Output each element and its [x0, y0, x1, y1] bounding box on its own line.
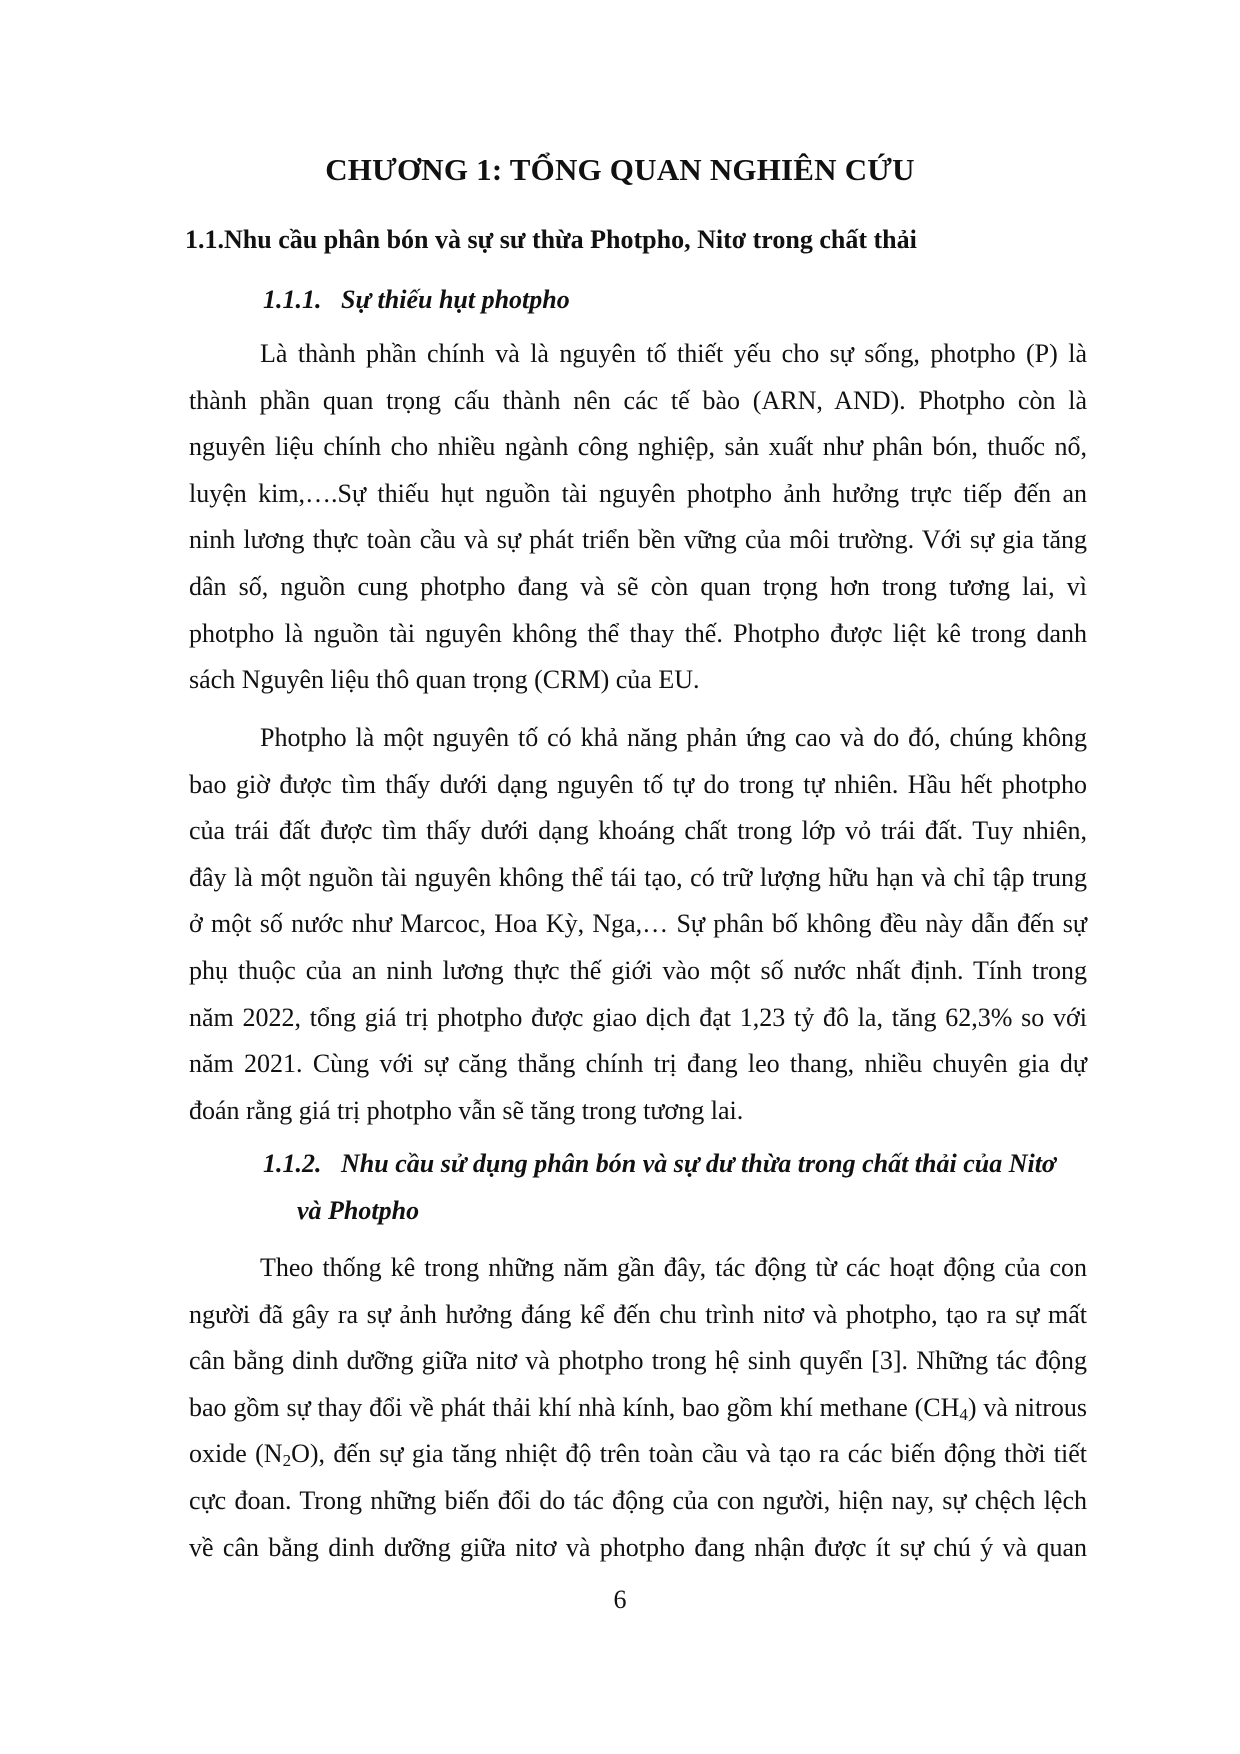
paragraph-line: dân số, nguồn cung photpho đang và sẽ còn quan trọng hơn trong tương lai, vì: [189, 571, 1087, 601]
paragraph-line: về cân bằng dinh dưỡng giữa nitơ và photpho đang nhận được ít sự chú ý và quan: [189, 1532, 1087, 1562]
paragraph-line: người đã gây ra sự ảnh hưởng đáng kể đến chu trình nitơ và photpho, tạo ra sự mất: [189, 1299, 1087, 1329]
section-heading-1-1-2: [263, 1146, 1056, 1182]
section-title: Sự thiếu hụt photpho: [341, 285, 570, 314]
section-number: 1.1.2.: [263, 1149, 322, 1178]
section-title-line-1: Nhu cầu sử dụng phân bón và sự dư thừa trong chất thải của Nitơ: [341, 1149, 1056, 1178]
paragraph-line: cực đoan. Trong những biến đổi do tác động của con người, hiện nay, sự chệch lệch: [189, 1485, 1087, 1515]
paragraph-line: ở một số nước như Marcoc, Hoa Kỳ, Nga,… Sự phân bố không đều này dẫn đến sự: [189, 909, 1087, 939]
paragraph-line: năm 2022, tổng giá trị photpho được giao dịch đạt 1,23 tỷ đô la, tăng 62,3% so với: [189, 1002, 1087, 1032]
paragraph-line: luyện kim,….Sự thiếu hụt nguồn tài nguyên photpho ảnh hưởng trực tiếp đến an: [189, 478, 1087, 508]
paragraph-line: Là thành phần chính và là nguyên tố thiết yếu cho sự sống, photpho (P) là: [260, 339, 1087, 368]
paragraph-line: bao giờ được tìm thấy dưới dạng nguyên tố tự do trong tự nhiên. Hầu hết photpho: [189, 769, 1087, 799]
paragraph-line: oxide $(N_2O)$, đến sự gia tăng nhiệt độ trên toàn cầu và tạo ra các biến động thời tiết: [189, 1439, 1087, 1471]
paragraph-fertilizer-demand: [189, 1245, 1087, 1571]
paragraph-line: photpho là nguồn tài nguyên không thể thay thế. Photpho được liệt kê trong danh: [189, 618, 1087, 648]
paragraph-line: phụ thuộc của an ninh lương thực thế giới vào một số nước nhất định. Tính trong: [189, 955, 1087, 985]
paragraph-line: Photpho là một nguyên tố có khả năng phản ứng cao và do đó, chúng không: [260, 723, 1087, 752]
paragraph-line: thành phần quan trọng cấu thành nên các tế bào (ARN, AND). Photpho còn là: [189, 385, 1087, 415]
paragraph-line: sách Nguyên liệu thô quan trọng (CRM) của EU.: [189, 665, 700, 695]
section-heading-1-1-2-continuation: [297, 1193, 419, 1229]
chapter-title: CHƯƠNG 1: TỔNG QUAN NGHIÊN CỨU: [325, 152, 915, 187]
section-heading-1-1: 1.1.Nhu cầu phân bón và sự sư thừa Photpho, Nitơ trong chất thải: [185, 225, 917, 254]
paragraph-line: Theo thống kê trong những năm gần đây, tác động từ các hoạt động của con: [260, 1253, 1087, 1282]
page-number: 6: [613, 1585, 627, 1614]
paragraph-line: năm 2021. Cùng với sự căng thẳng chính trị đang leo thang, nhiều chuyên gia dự: [189, 1049, 1087, 1079]
paragraph-line: của trái đất được tìm thấy dưới dạng khoáng chất trong lớp vỏ trái đất. Tuy nhiên,: [189, 816, 1087, 846]
paragraph-line: ninh lương thực toàn cầu và sự phát triển bền vững của môi trường. Với sự gia tăng: [189, 525, 1087, 555]
section-heading-1-1-1: [263, 282, 570, 318]
paragraph-line: bao gồm sự thay đổi về phát thải khí nhà kính, bao gồm khí methane $(CH_4)$ và nitrous: [189, 1392, 1088, 1424]
section-title-line-2: và Photpho: [297, 1196, 420, 1225]
section-number: 1.1.1.: [263, 285, 322, 314]
paragraph-line: đoán rằng giá trị photpho vẫn sẽ tăng trong tương lai.: [189, 1095, 744, 1125]
paragraph-line: nguyên liệu chính cho nhiều ngành công nghiệp, sản xuất như phân bón, thuốc nổ,: [189, 432, 1087, 462]
paragraph-line: cân bằng dinh dưỡng giữa nitơ và photpho trong hệ sinh quyển [3]. Những tác động: [189, 1346, 1087, 1376]
paragraph-phosphorus-reserves: [189, 715, 1087, 1134]
paragraph-line: đây là một nguồn tài nguyên không thể tái tạo, có trữ lượng hữu hạn và chỉ tập trung: [189, 862, 1087, 892]
paragraph-phosphorus-shortage: [189, 331, 1087, 704]
